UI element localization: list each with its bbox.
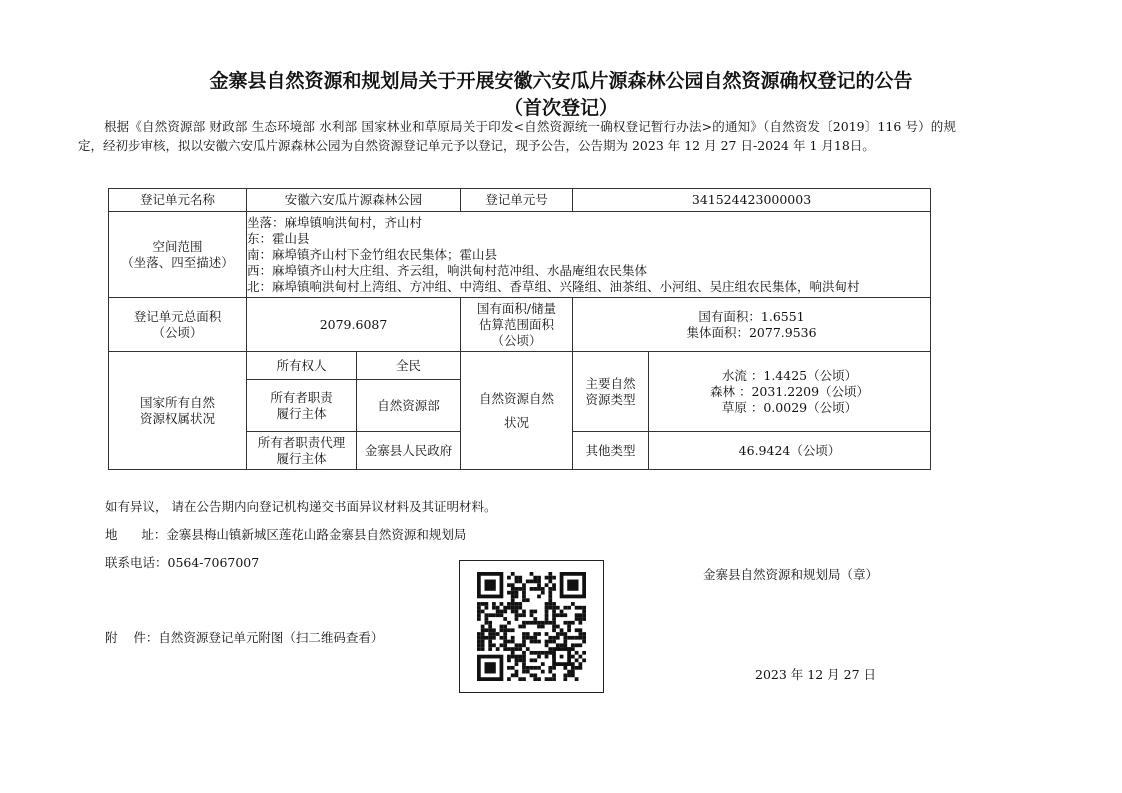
collective-area-value: 集体面积：2077.9536	[686, 324, 817, 340]
intro-paragraph: 根据《自然资源部 财政部 生态环境部 水利部 国家林业和草原局关于印发<自然资源统一确权登记暂行办法>的通知》（自然资发〔2019〕116 号）的规定，经初步审核，拟以安徽六安瓜片源森林公园为自然资源登记单元予以登记，现予公告，公告期为 2023 年 12 月 27 日-2024 年 1 月18日。	[78, 119, 956, 153]
attachment-line: 附 件：自然资源登记单元附图（扫二维码查看）	[105, 630, 384, 645]
natural-status-label	[461, 352, 573, 470]
main-type-label-line: 主要自然	[585, 375, 636, 391]
main-type-line: 森林 ：2031.2209（公顷）	[709, 383, 870, 399]
qr-code-icon	[477, 572, 586, 681]
issuer-seal: 金寨县自然资源和规划局（章）	[703, 567, 879, 582]
state-area-label-line: （公顷）	[491, 332, 542, 348]
table-row	[109, 212, 931, 298]
state-area-label-line: 国有面积/储量	[476, 300, 557, 316]
scope-line: 北：麻埠镇响洪甸村上湾组、方冲组、中湾组、香草组、兴隆组、油茶组、小河组、吴庄组农民集体，响洪甸村	[247, 278, 860, 294]
unit-name: 安徽六安瓜片源森林公园	[247, 189, 461, 212]
duty-value: 自然资源部	[357, 380, 461, 432]
phone-line: 联系电话：0564-7067007	[105, 555, 260, 570]
main-type-line: 草原 ：0.0029（公顷）	[721, 399, 858, 415]
issue-date: 2023 年 12 月 27 日	[755, 667, 876, 682]
other-type-value: 46.9424（公顷）	[649, 432, 931, 470]
attachment-qr-code[interactable]	[459, 560, 604, 693]
main-type-values	[649, 352, 931, 432]
ownership-label-line: 国家所有自然	[139, 394, 215, 410]
scope-line: 西：麻埠镇齐山村大庄组、齐云组，响洪甸村范冲组、水晶庵组农民集体	[247, 262, 648, 278]
registration-table	[108, 188, 931, 470]
owner-value: 全民	[357, 352, 461, 380]
other-type-label: 其他类型	[573, 432, 649, 470]
notice-title: 金寨县自然资源和规划局关于开展安徽六安瓜片源森林公园自然资源确权登记的公告	[209, 70, 913, 92]
owner-label: 所有权人	[247, 352, 357, 380]
state-area-value: 国有面积：1.6551	[698, 308, 805, 324]
ownership-label	[109, 352, 247, 470]
scope-label-line: 空间范围	[152, 238, 203, 254]
table-row	[109, 189, 931, 212]
duty-label-line: 所有者职责	[270, 389, 333, 405]
ownership-label-line: 资源权属状况	[139, 410, 215, 426]
total-area-label	[109, 298, 247, 352]
agent-label	[247, 432, 357, 470]
table-row	[109, 298, 931, 352]
agent-value: 金寨县人民政府	[357, 432, 461, 470]
main-type-line: 水流 ：1.4425（公顷）	[721, 367, 858, 383]
scope-line: 坐落：麻埠镇响洪甸村，齐山村	[247, 214, 423, 230]
agent-label-line: 履行主体	[276, 450, 327, 466]
scope-line: 南：麻埠镇齐山村下金竹组农民集体；霍山县	[247, 246, 498, 262]
objection-note: 如有异议， 请在公告期内向登记机构递交书面异议材料及其证明材料。	[105, 499, 497, 514]
scope-line: 东：霍山县	[247, 230, 310, 246]
total-area-label-line: （公顷）	[152, 324, 203, 340]
scope-description	[247, 212, 931, 298]
agent-label-line: 所有者职责代理	[257, 434, 346, 450]
state-area-label-line: 估算范围面积	[479, 316, 555, 332]
table-row	[109, 352, 931, 380]
unit-name-label: 登记单元名称	[109, 189, 247, 212]
total-area-label-line: 登记单元总面积	[133, 308, 222, 324]
unit-no: 341524423000003	[573, 189, 931, 212]
total-area-value: 2079.6087	[247, 298, 461, 352]
duty-label	[247, 380, 357, 432]
scope-label	[109, 212, 247, 298]
scope-label-line: （坐落、四至描述）	[121, 254, 234, 270]
notice-subtitle: （首次登记）	[503, 97, 618, 119]
area-breakdown	[573, 298, 931, 352]
main-type-label	[573, 352, 649, 432]
natural-status-label-line: 状况	[504, 414, 530, 430]
state-area-label	[461, 298, 573, 352]
main-type-label-line: 资源类型	[585, 391, 636, 407]
address-line: 地 址：金寨县梅山镇新城区莲花山路金寨县自然资源和规划局	[105, 527, 467, 542]
duty-label-line: 履行主体	[276, 405, 327, 421]
unit-no-label: 登记单元号	[461, 189, 573, 212]
natural-status-label-line: 自然资源自然	[479, 390, 555, 406]
